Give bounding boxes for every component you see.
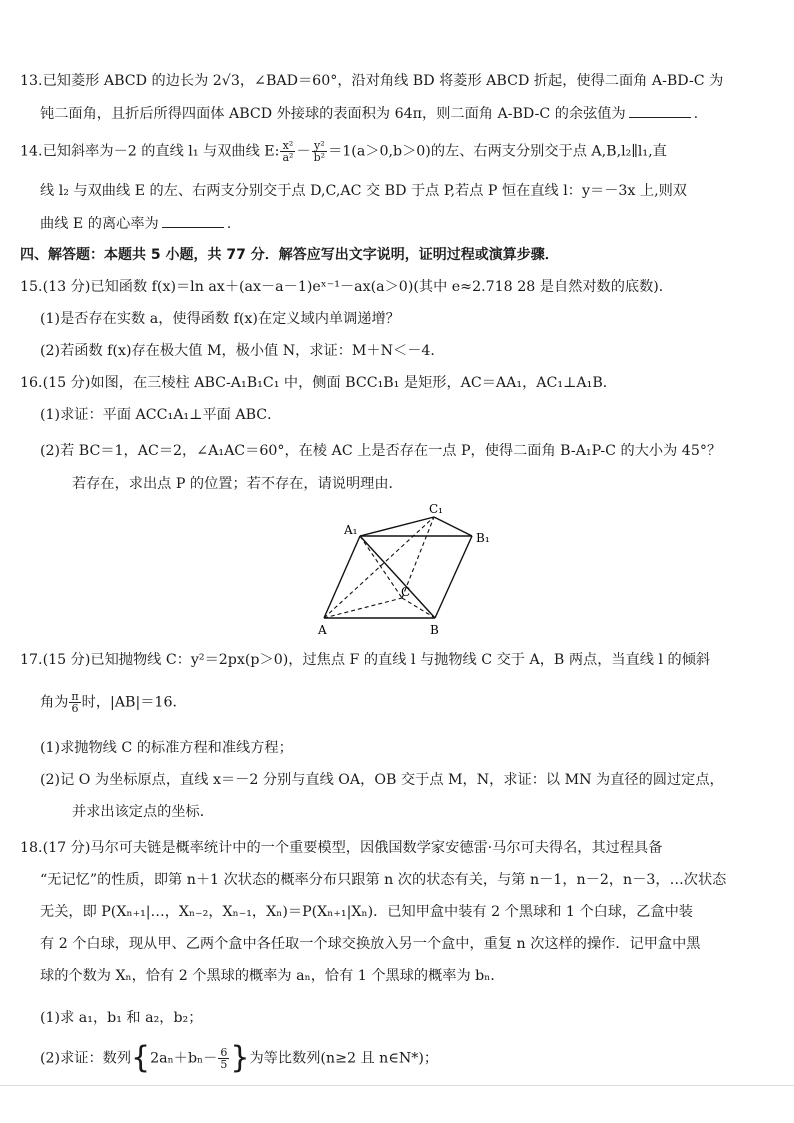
q17-number: 17.	[20, 652, 43, 668]
q14-text-3: 曲线 E 的离心率为	[40, 216, 159, 232]
q17-frac-angle	[69, 691, 80, 714]
q14-frac-y-num: y²	[312, 140, 327, 152]
edge-BB1	[435, 536, 472, 618]
q18-line1	[20, 838, 662, 858]
q17-part1: (1)求抛物线 C 的标准方程和准线方程；	[40, 740, 293, 756]
q17-frac-den: 6	[71, 702, 79, 715]
q15-line1	[20, 277, 673, 297]
q14-frac-x-num: x²	[280, 140, 295, 152]
q15-number: 15.	[20, 279, 43, 295]
q15-part1: (1)是否存在实数 a，使得函数 f(x)在定义域内单调递增？	[40, 311, 400, 327]
label-C1: C₁	[429, 502, 443, 516]
q18-line3: 无关，即 P(Xₙ₊₁|…，Xₙ₋₂，Xₙ₋₁，Xₙ)＝P(Xₙ₊₁|Xₙ)．已知甲盒中装有 2 个黑球和 1 个白球，乙盒中装	[40, 904, 693, 920]
q13-period: .	[693, 106, 699, 122]
label-A1: A₁	[344, 523, 358, 537]
q18-frac	[218, 1047, 229, 1070]
q14-line2	[40, 181, 687, 201]
edge-AC1	[324, 517, 434, 618]
label-A: A	[318, 623, 327, 637]
q17-part2: (2)记 O 为坐标原点，直线 x＝－2 分别与直线 OA，OB 交于点 M，N，求证：以 MN 为直径的圆过定点，	[40, 772, 724, 788]
q18-frac-den: 5	[220, 1058, 228, 1071]
edge-CB	[402, 598, 435, 618]
q14-answer-blank	[162, 213, 224, 228]
q17-frac-num: π	[71, 690, 79, 703]
edge-A1C	[360, 536, 402, 598]
q18-line5: 球的个数为 Xₙ，恰有 2 个黑球的概率为 aₙ，恰有 1 个黑球的概率为 bₙ．	[40, 968, 505, 984]
edge-A1B	[360, 536, 435, 618]
edge-AA1	[324, 536, 360, 618]
q14-number: 14.	[20, 143, 43, 160]
q17-text-2b: 时，|AB|＝16．	[81, 694, 187, 711]
q17-text-1: (15 分)已知抛物线 C：y²＝2px(p＞0)，过焦点 F 的直线 l 与抛物线 C 交于 A，B 两点，当直线 l 的倾斜	[42, 652, 711, 668]
footer-divider	[0, 1085, 794, 1086]
q14-frac-x	[280, 140, 295, 163]
q13-text-1: 已知菱形 ABCD 的边长为 2√3，∠BAD＝60°，沿对角线 BD 将菱形 ABCD 折起，使得二面角 A-BD-C 为	[42, 73, 724, 89]
prism-figure	[310, 500, 500, 640]
q14-text-1a: 已知斜率为－2 的直线 l₁ 与双曲线 E:	[42, 143, 280, 160]
label-C: C	[401, 585, 411, 599]
q18-line4: 有 2 个白球，现从甲、乙两个盒中各任取一个球交换放入另一个盒中，重复 n 次这样的操作．记甲盒中黑	[40, 936, 701, 952]
q18-part2	[40, 1040, 439, 1076]
label-B: B	[430, 623, 439, 637]
q15-part2: (2)若函数 f(x)存在极大值 M，极小值 N，求证：M＋N＜－4．	[40, 343, 445, 359]
q14-line1: 14.已知斜率为－2 的直线 l₁ 与双曲线 E: $\frac{\text{x²}}{\text{a²}}$ － $\frac{\text{y²}}{\text{b²}}$ ＝1(a＞0,b＞0)的左、右两支分别交于点 A,B,l₂∥l₁,直	[20, 139, 667, 164]
q18-number: 18.	[20, 840, 43, 856]
q18-part2-expr: 2aₙ＋bₙ－	[150, 1050, 218, 1067]
q14-frac-y	[312, 140, 327, 163]
q18-frac-num: 6	[220, 1046, 228, 1059]
section-heading: 四、解答题：本题共 5 小题，共 77 分．解答应写出文字说明，证明过程或演算步骤．	[20, 247, 559, 263]
q17-line2	[40, 691, 187, 714]
q18-part1: (1)求 a₁，b₁ 和 a₂，b₂；	[40, 1010, 203, 1026]
edge-C1B1	[434, 517, 472, 536]
q18-line2: “无记忆”的性质，即第 n＋1 次状态的概率分布只跟第 n 次的状态有关，与第 n－1，n－2，n－3，…次状态	[40, 872, 727, 888]
q13-line2	[40, 103, 698, 124]
q18-text-1: (17 分)马尔可夫链是概率统计中的一个重要模型，因俄国数学家安德雷·马尔可夫得名，其过程具备	[42, 840, 663, 856]
q15-text-1: (13 分)已知函数 f(x)＝ln ax＋(ax－a－1)eˣ⁻¹－ax(a＞0)(其中 e≈2.718 28 是自然对数的底数)．	[42, 279, 673, 295]
q14-frac-x-den: a²	[282, 151, 294, 164]
q14-frac-y-den: b²	[313, 151, 326, 164]
q16-part1: (1)求证：平面 ACC₁A₁⊥平面 ABC．	[40, 407, 282, 423]
q18-part2-text-b: 为等比数列(n≥2 且 n∈N*)；	[249, 1050, 439, 1067]
q16-line1	[20, 373, 617, 393]
q13-text-2: 钝二面角，且折后所得四面体 ABCD 外接球的表面积为 64π，则二面角 A-BD-C 的余弦值为	[40, 106, 626, 122]
q13-line1	[20, 71, 723, 91]
q14-text-2: 线 l₂ 与双曲线 E 的左、右两支分别交于点 D,C,AC 交 BD 于点 P,若点 P 恒在直线 l：y＝－3x 上,则双	[40, 183, 687, 199]
q18-part2-text-a: (2)求证：数列	[40, 1050, 132, 1067]
q13-number: 13.	[20, 73, 43, 89]
q17-part2-cont: 并求出该定点的坐标．	[72, 804, 214, 820]
q17-line1	[20, 650, 710, 670]
q14-line3	[40, 213, 231, 234]
q14-period: .	[226, 216, 232, 232]
label-B1: B₁	[476, 531, 490, 545]
q16-number: 16.	[20, 375, 43, 391]
q13-answer-blank	[629, 103, 691, 118]
q16-part2: (2)若 BC＝1，AC＝2，∠A₁AC＝60°，在棱 AC 上是否存在一点 P，使得二面角 B-A₁P-C 的大小为 45°？	[40, 443, 722, 459]
q17-text-2a: 角为	[40, 694, 69, 711]
right-brace: }	[230, 1040, 250, 1076]
q16-text-1: (15 分)如图，在三棱柱 ABC-A₁B₁C₁ 中，侧面 BCC₁B₁ 是矩形，AC＝AA₁，AC₁⊥A₁B．	[42, 375, 617, 391]
left-brace: {	[131, 1040, 151, 1076]
q16-part2-cont: 若存在，求出点 P 的位置；若不存在，请说明理由．	[72, 476, 403, 492]
q14-text-1b: ＝1(a＞0,b＞0)的左、右两支分别交于点 A,B,l₂∥l₁,直	[328, 143, 667, 160]
